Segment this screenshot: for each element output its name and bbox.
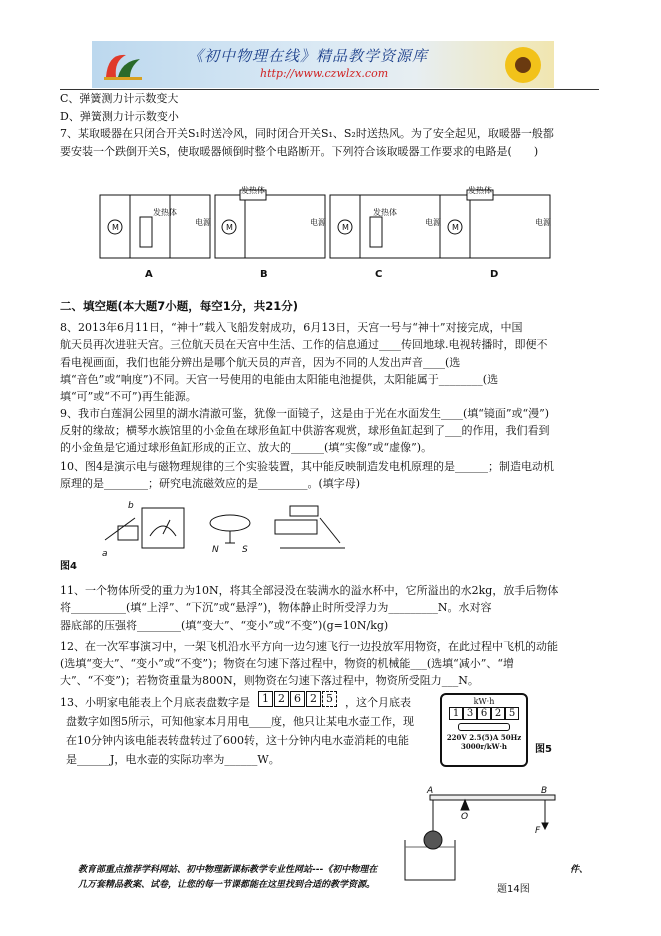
- meter-display-digit: 5: [505, 707, 519, 720]
- source-label-a: 电源: [195, 218, 211, 227]
- q13-line-1-end: ，这个月底表: [345, 696, 411, 709]
- circuit-option-a: A: [145, 269, 153, 280]
- sunflower-icon: [498, 43, 548, 87]
- q8-line-3: 看电视画面，我们也能分辨出是哪个航天员的声音，因为不同的人发出声音____(选: [60, 356, 461, 369]
- q13-line-3: 在10分钟内该电能表转盘转过了600转，这十分钟内电水壶消耗的电能: [66, 734, 409, 747]
- banner-title: 《初中物理在线》精品教学资源库: [188, 47, 429, 65]
- fig14-caption: 题14图: [497, 884, 530, 895]
- inline-meter-digits: [258, 691, 337, 707]
- q7-line-1: 7、某取暖器在只闭合开关S₁时送冷风，同时闭合开关S₁、S₂时送热风。为了安全起见，取暖器一般都: [60, 127, 554, 140]
- lever-label-b: B: [541, 786, 548, 796]
- figure-4: [100, 498, 355, 560]
- motor-label-c: M: [342, 223, 349, 232]
- option-c: C、弹簧测力计示数变大: [60, 92, 179, 105]
- q9-line-3: 的小金鱼是它通过球形鱼缸形成的正立、放大的______(填“实像”或“虚像”)。: [60, 441, 433, 454]
- header-banner: [92, 41, 554, 88]
- footer-line-2: 几万套精品教案、试卷，让您的每一节课都能在这里找到合适的教学资源。: [78, 880, 376, 890]
- q11-line-3: 器底部的压强将________(填“变大”、“变小”或“不变”)(g=10N/kg): [60, 619, 389, 632]
- source-label-d: 电源: [535, 218, 551, 227]
- lever-label-o: O: [461, 812, 469, 822]
- fig5-caption: 图5: [535, 744, 552, 755]
- heater-label-d: 发热体: [468, 186, 492, 195]
- meter-display-digit: 3: [463, 707, 477, 720]
- meter-digit: 2: [306, 691, 321, 707]
- footer-line-1-right: 件、: [570, 865, 589, 875]
- section-2-title: 二、填空题(本大题7小题，每空1分，共21分): [60, 299, 299, 313]
- footer-line-1: 教育部重点推荐学科网站、初中物理新课标教学专业性网站---《初中物理在: [78, 865, 378, 875]
- q7-line-2: 要安装一个跌倒开关S，使取暖器倾倒时整个电路断开。下列符合该取暖器工作要求的电路是( ): [60, 145, 539, 158]
- motor-label-d: M: [452, 223, 459, 232]
- meter-digit: 5: [322, 691, 337, 707]
- motor-label-a: M: [112, 223, 119, 232]
- q8-line-4: 填“音色”或“响度”)不同。天宫一号使用的电能由太阳能电池提供，太阳能属于________(选: [60, 373, 499, 386]
- lever-label-a: A: [427, 786, 434, 796]
- meter-display-digit: 2: [491, 707, 505, 720]
- circuit-option-b: B: [260, 269, 268, 280]
- meter-dial-icon: [458, 723, 510, 731]
- banner-url[interactable]: http://www.czwlzx.com: [260, 67, 389, 80]
- q13-line-4: 是______J，电水壶的实际功率为______W。: [66, 753, 280, 766]
- circuit-options-figure: [95, 185, 555, 290]
- source-label-b: 电源: [310, 218, 326, 227]
- meter-display: [442, 707, 526, 720]
- fig4-label-a: a: [102, 549, 108, 559]
- meter-digit: 2: [274, 691, 289, 707]
- option-d: D、弹簧测力计示数变小: [60, 110, 179, 123]
- fig4-label-n: N: [212, 545, 219, 555]
- q9-line-1: 9、我市白莲洞公园里的湖水清澈可鉴，犹像一面镜子，这是由于光在水面发生____(填“镜面”或“漫”): [60, 407, 550, 420]
- circuit-option-d: D: [490, 269, 499, 280]
- q8-line-5: 填“可”或“不可”)再生能源。: [60, 390, 197, 403]
- heater-label-c: 发热体: [373, 208, 397, 217]
- header-rule: [60, 89, 599, 90]
- source-label-c: 电源: [425, 218, 441, 227]
- heater-label-b: 发热体: [241, 186, 265, 195]
- q10-line-2: 原理的是________；研究电流磁效应的是_________。(填字母): [60, 477, 361, 490]
- lever-label-f: F: [535, 826, 541, 836]
- fig4-caption: 图4: [60, 561, 77, 572]
- q11-line-1: 11、一个物体所受的重力为10N，将其全部浸没在装满水的溢水杯中，它所溢出的水2kg，放手后物体: [60, 584, 559, 597]
- meter-rate: 3000r/kW·h: [461, 742, 507, 751]
- q12-line-1: 12、在一次军事演习中，一架飞机沿水平方向一边匀速飞行一边投放军用物资，在此过程中飞机的动能: [60, 640, 558, 653]
- meter-digit: 1: [258, 691, 273, 707]
- q12-line-2: (选填“变大”、“变小”或“不变”)；物资在匀速下落过程中，物资的机械能___(选填“减小”、“增: [60, 657, 514, 670]
- meter-display-digit: 6: [477, 707, 491, 720]
- meter-spec: 220V 2.5(5)A 50Hz: [446, 733, 522, 742]
- q13-line-1-start: 13、小明家电能表上个月底表盘数字是: [60, 696, 250, 709]
- heater-label-a: 发热体: [153, 208, 177, 217]
- meter-display-digit: 1: [449, 707, 463, 720]
- q8-line-1: 8、2013年6月11日，“神十”载入飞船发射成功，6月13日，天宫一号与“神十”对接完成，中国: [60, 321, 523, 334]
- lever-figure: [395, 785, 575, 885]
- q10-line-1: 10、图4是演示电与磁物理规律的三个实验装置，其中能反映制造发电机原理的是______；制造电动机: [60, 460, 554, 473]
- meter-digit: 6: [290, 691, 305, 707]
- q13-line-2: 盘数字如图5所示，可知他家本月用电____度，他只让某电水壶工作，现: [66, 715, 414, 728]
- circuit-option-c: C: [375, 269, 383, 280]
- motor-label-b: M: [226, 223, 233, 232]
- q9-line-2: 反射的缘故；横琴水族馆里的小金鱼在球形鱼缸中供游客观赏，球形鱼缸起到了___的作用，我们看到: [60, 424, 550, 437]
- fig4-label-s: S: [242, 545, 248, 555]
- q8-line-2: 航天员再次进驻天宫。三位航天员在天宫中生活、工作的信息通过____传回地球.电视转播时，即便不: [60, 338, 548, 351]
- meter-unit: kW·h: [473, 697, 495, 706]
- q11-line-2: 将__________(填“上浮”、“下沉”或“悬浮”)，物体静止时所受浮力为_________N。水对容: [60, 601, 492, 614]
- q12-line-3: 大”、“不变”)；若物资重量为800N，则物资在匀速下落过程中，物资所受阻力___N。: [60, 674, 479, 687]
- electricity-meter-figure: [440, 693, 528, 767]
- site-logo-icon: [100, 47, 146, 83]
- fig4-label-b: b: [128, 501, 134, 511]
